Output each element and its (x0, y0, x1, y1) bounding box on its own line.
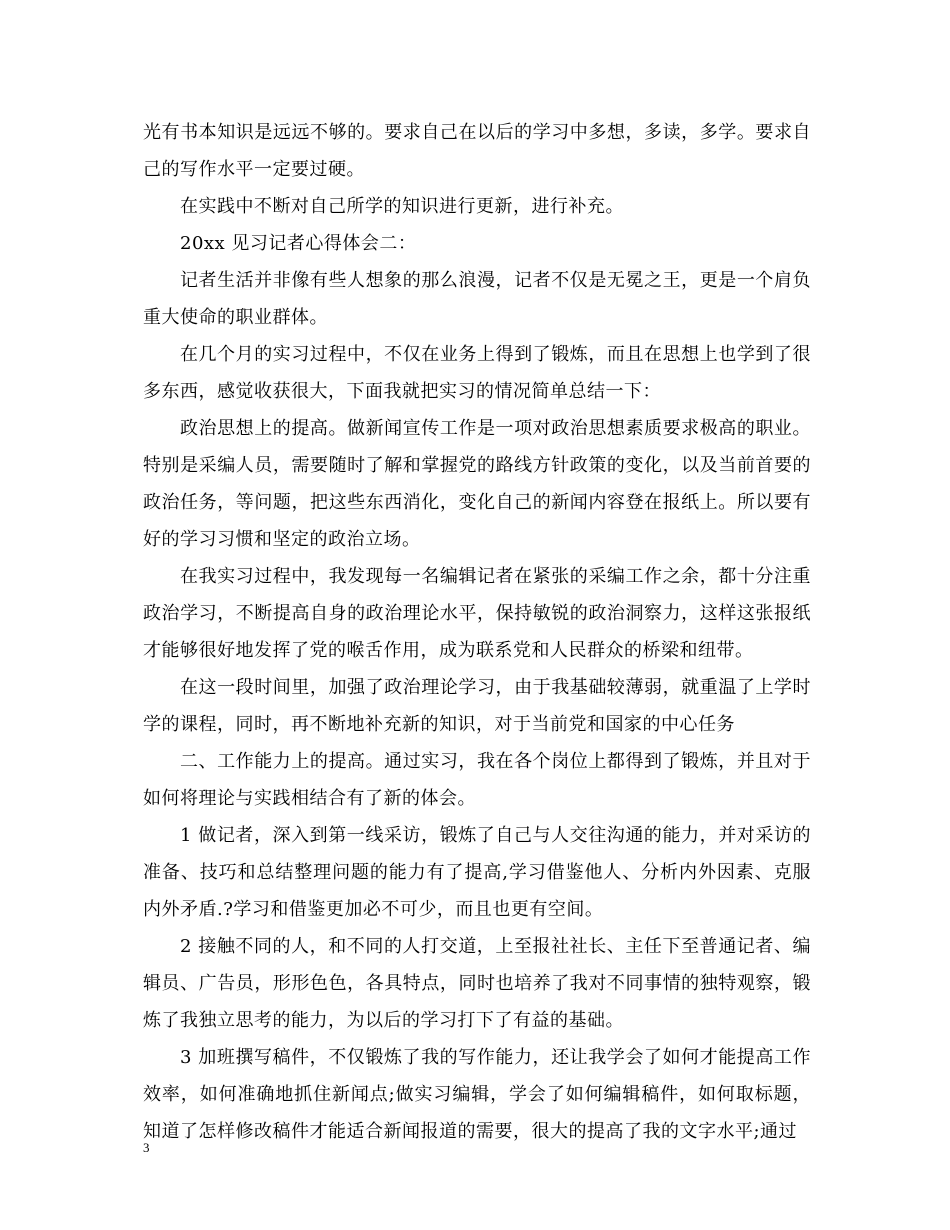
paragraph: 1 做记者，深入到第一线采访，锻炼了自己与人交往沟通的能力，并对采访的准备、技巧和总结整理问题的能力有了提高,学习借鉴他人、分析内外因素、克服内外矛盾.?学习和借鉴更加必不可少，而且也更有空间。 (143, 825, 811, 920)
paragraph: 在这一段时间里，加强了政治理论学习，由于我基础较薄弱，就重温了上学时学的课程，同时，再不断地补充新的知识，对于当前党和国家的中心任务 (143, 677, 811, 735)
paragraph: 记者生活并非像有些人想象的那么浪漫，记者不仅是无冕之王，更是一个肩负重大使命的职业群体。 (143, 270, 811, 328)
page-number: 3 (143, 1140, 150, 1155)
document-body (143, 114, 811, 1150)
paragraph: 二、工作能力上的提高。通过实习，我在各个岗位上都得到了锻炼，并且对于如何将理论与实践相结合有了新的体会。 (143, 751, 811, 809)
section-heading: 20xx 见习记者心得体会二： (180, 233, 417, 254)
paragraph: 光有书本知识是远远不够的。要求自己在以后的学习中多想，多读，多学。要求自己的写作水平一定要过硬。 (143, 122, 811, 180)
paragraph: 政治思想上的提高。做新闻宣传工作是一项对政治思想素质要求极高的职业。特别是采编人员，需要随时了解和掌握党的路线方针政策的变化，以及当前首要的政治任务，等问题，把这些东西消化，变化自己的新闻内容登在报纸上。所以要有好的学习习惯和坚定的政治立场。 (143, 418, 811, 550)
paragraph: 在几个月的实习过程中，不仅在业务上得到了锻炼，而且在思想上也学到了很多东西，感觉收获很大，下面我就把实习的情况简单总结一下： (143, 344, 811, 402)
paragraph: 在实践中不断对自己所学的知识进行更新，进行补充。 (180, 196, 624, 217)
paragraph: 在我实习过程中，我发现每一名编辑记者在紧张的采编工作之余，都十分注重政治学习，不断提高自身的政治理论水平，保持敏锐的政治洞察力，这样这张报纸才能够很好地发挥了党的喉舌作用，成为联系党和人民群众的桥梁和纽带。 (143, 566, 811, 661)
paragraph: 3 加班撰写稿件，不仅锻炼了我的写作能力，还让我学会了如何才能提高工作效率，如何准确地抓住新闻点;做实习编辑，学会了如何编辑稿件，如何取标题，知道了怎样修改稿件才能适合新闻报道的需要，很大的提高了我的文字水平;通过 (143, 1047, 811, 1142)
paragraph: 2 接触不同的人，和不同的人打交道，上至报社社长、主任下至普通记者、编辑员、广告员，形形色色，各具特点，同时也培养了我对不同事情的独特观察，锻炼了我独立思考的能力，为以后的学习打下了有益的基础。 (143, 936, 811, 1031)
